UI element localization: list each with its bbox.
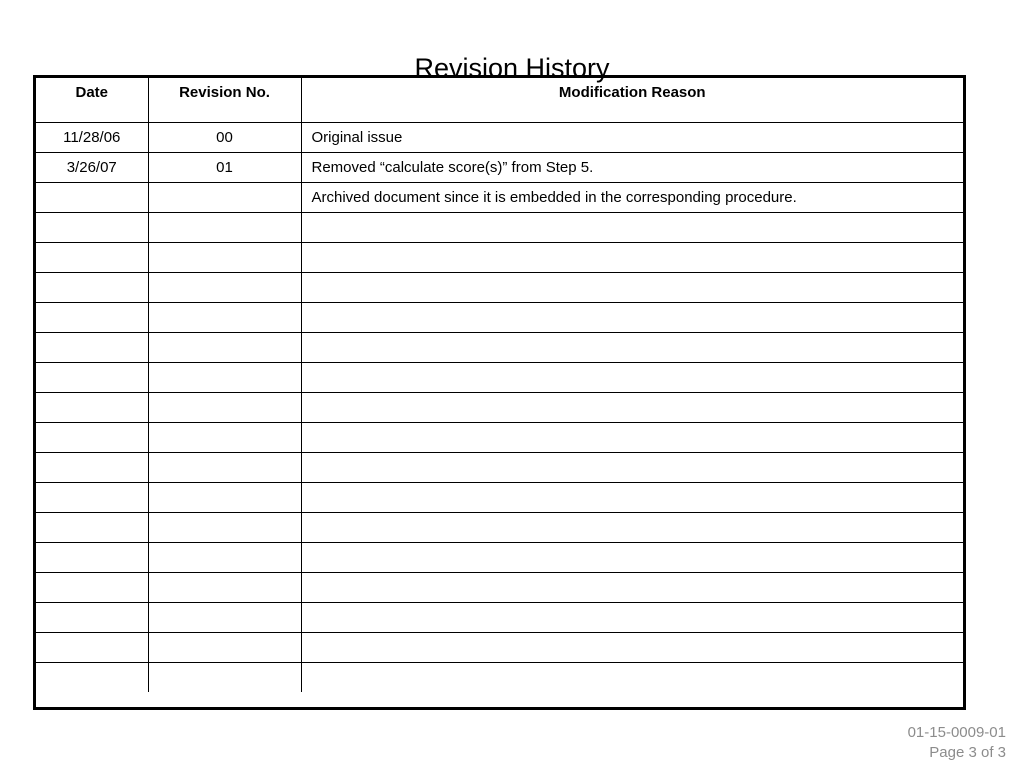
cell-date	[36, 662, 148, 692]
cell-modification-reason	[301, 572, 963, 602]
table-row	[36, 602, 963, 632]
table-row	[36, 482, 963, 512]
cell-date	[36, 632, 148, 662]
cell-date	[36, 602, 148, 632]
cell-date: 3/26/07	[36, 152, 148, 182]
cell-revision-no	[148, 512, 301, 542]
cell-date	[36, 272, 148, 302]
table-row	[36, 302, 963, 332]
cell-revision-no	[148, 392, 301, 422]
cell-modification-reason	[301, 392, 963, 422]
cell-date	[36, 422, 148, 452]
cell-revision-no: 01	[148, 152, 301, 182]
cell-revision-no: 00	[148, 122, 301, 152]
cell-modification-reason	[301, 242, 963, 272]
table-row	[36, 212, 963, 242]
cell-modification-reason	[301, 662, 963, 692]
table-header-row	[36, 78, 963, 122]
cell-modification-reason	[301, 602, 963, 632]
cell-modification-reason	[301, 512, 963, 542]
cell-revision-no	[148, 272, 301, 302]
cell-date	[36, 542, 148, 572]
revision-history-table-container	[33, 75, 966, 710]
table-row	[36, 152, 963, 182]
table-row	[36, 332, 963, 362]
cell-date	[36, 572, 148, 602]
cell-date	[36, 212, 148, 242]
cell-revision-no	[148, 452, 301, 482]
cell-modification-reason	[301, 422, 963, 452]
cell-modification-reason	[301, 332, 963, 362]
table-row	[36, 542, 963, 572]
cell-revision-no	[148, 632, 301, 662]
document-number: 01-15-0009-01	[907, 724, 1006, 741]
cell-revision-no	[148, 212, 301, 242]
table-row	[36, 122, 963, 152]
cell-revision-no	[148, 542, 301, 572]
table-row	[36, 512, 963, 542]
cell-date	[36, 512, 148, 542]
cell-revision-no	[148, 422, 301, 452]
column-header-revision-no: Revision No.	[148, 78, 301, 122]
cell-revision-no	[148, 482, 301, 512]
cell-date	[36, 242, 148, 272]
cell-modification-reason	[301, 542, 963, 572]
cell-revision-no	[148, 602, 301, 632]
cell-modification-reason	[301, 452, 963, 482]
cell-revision-no	[148, 302, 301, 332]
cell-date	[36, 482, 148, 512]
cell-modification-reason	[301, 212, 963, 242]
table-row	[36, 632, 963, 662]
cell-modification-reason: Removed “calculate score(s)” from Step 5.	[301, 152, 963, 182]
column-header-date: Date	[36, 78, 148, 122]
cell-date	[36, 332, 148, 362]
table-row	[36, 362, 963, 392]
cell-revision-no	[148, 362, 301, 392]
table-row	[36, 572, 963, 602]
cell-modification-reason: Original issue	[301, 122, 963, 152]
table-row	[36, 422, 963, 452]
column-header-modification-reason: Modification Reason	[301, 78, 963, 122]
page-footer	[860, 723, 1006, 763]
page-title: Revision History	[414, 53, 610, 84]
cell-modification-reason: Archived document since it is embedded in the corresponding procedure.	[301, 182, 963, 212]
cell-revision-no	[148, 572, 301, 602]
table-row	[36, 662, 963, 692]
cell-date: 11/28/06	[36, 122, 148, 152]
table-row	[36, 272, 963, 302]
table-row	[36, 182, 963, 212]
cell-modification-reason	[301, 302, 963, 332]
cell-modification-reason	[301, 272, 963, 302]
page-number: Page 3 of 3	[929, 744, 1006, 761]
cell-revision-no	[148, 332, 301, 362]
cell-modification-reason	[301, 482, 963, 512]
cell-modification-reason	[301, 362, 963, 392]
cell-date	[36, 362, 148, 392]
table-row	[36, 242, 963, 272]
cell-date	[36, 302, 148, 332]
cell-revision-no	[148, 242, 301, 272]
cell-revision-no	[148, 182, 301, 212]
cell-modification-reason	[301, 632, 963, 662]
table-row	[36, 452, 963, 482]
table-row	[36, 392, 963, 422]
cell-date	[36, 392, 148, 422]
cell-revision-no	[148, 662, 301, 692]
cell-date	[36, 452, 148, 482]
revision-history-table	[36, 78, 963, 692]
cell-date	[36, 182, 148, 212]
table-body	[36, 122, 963, 692]
